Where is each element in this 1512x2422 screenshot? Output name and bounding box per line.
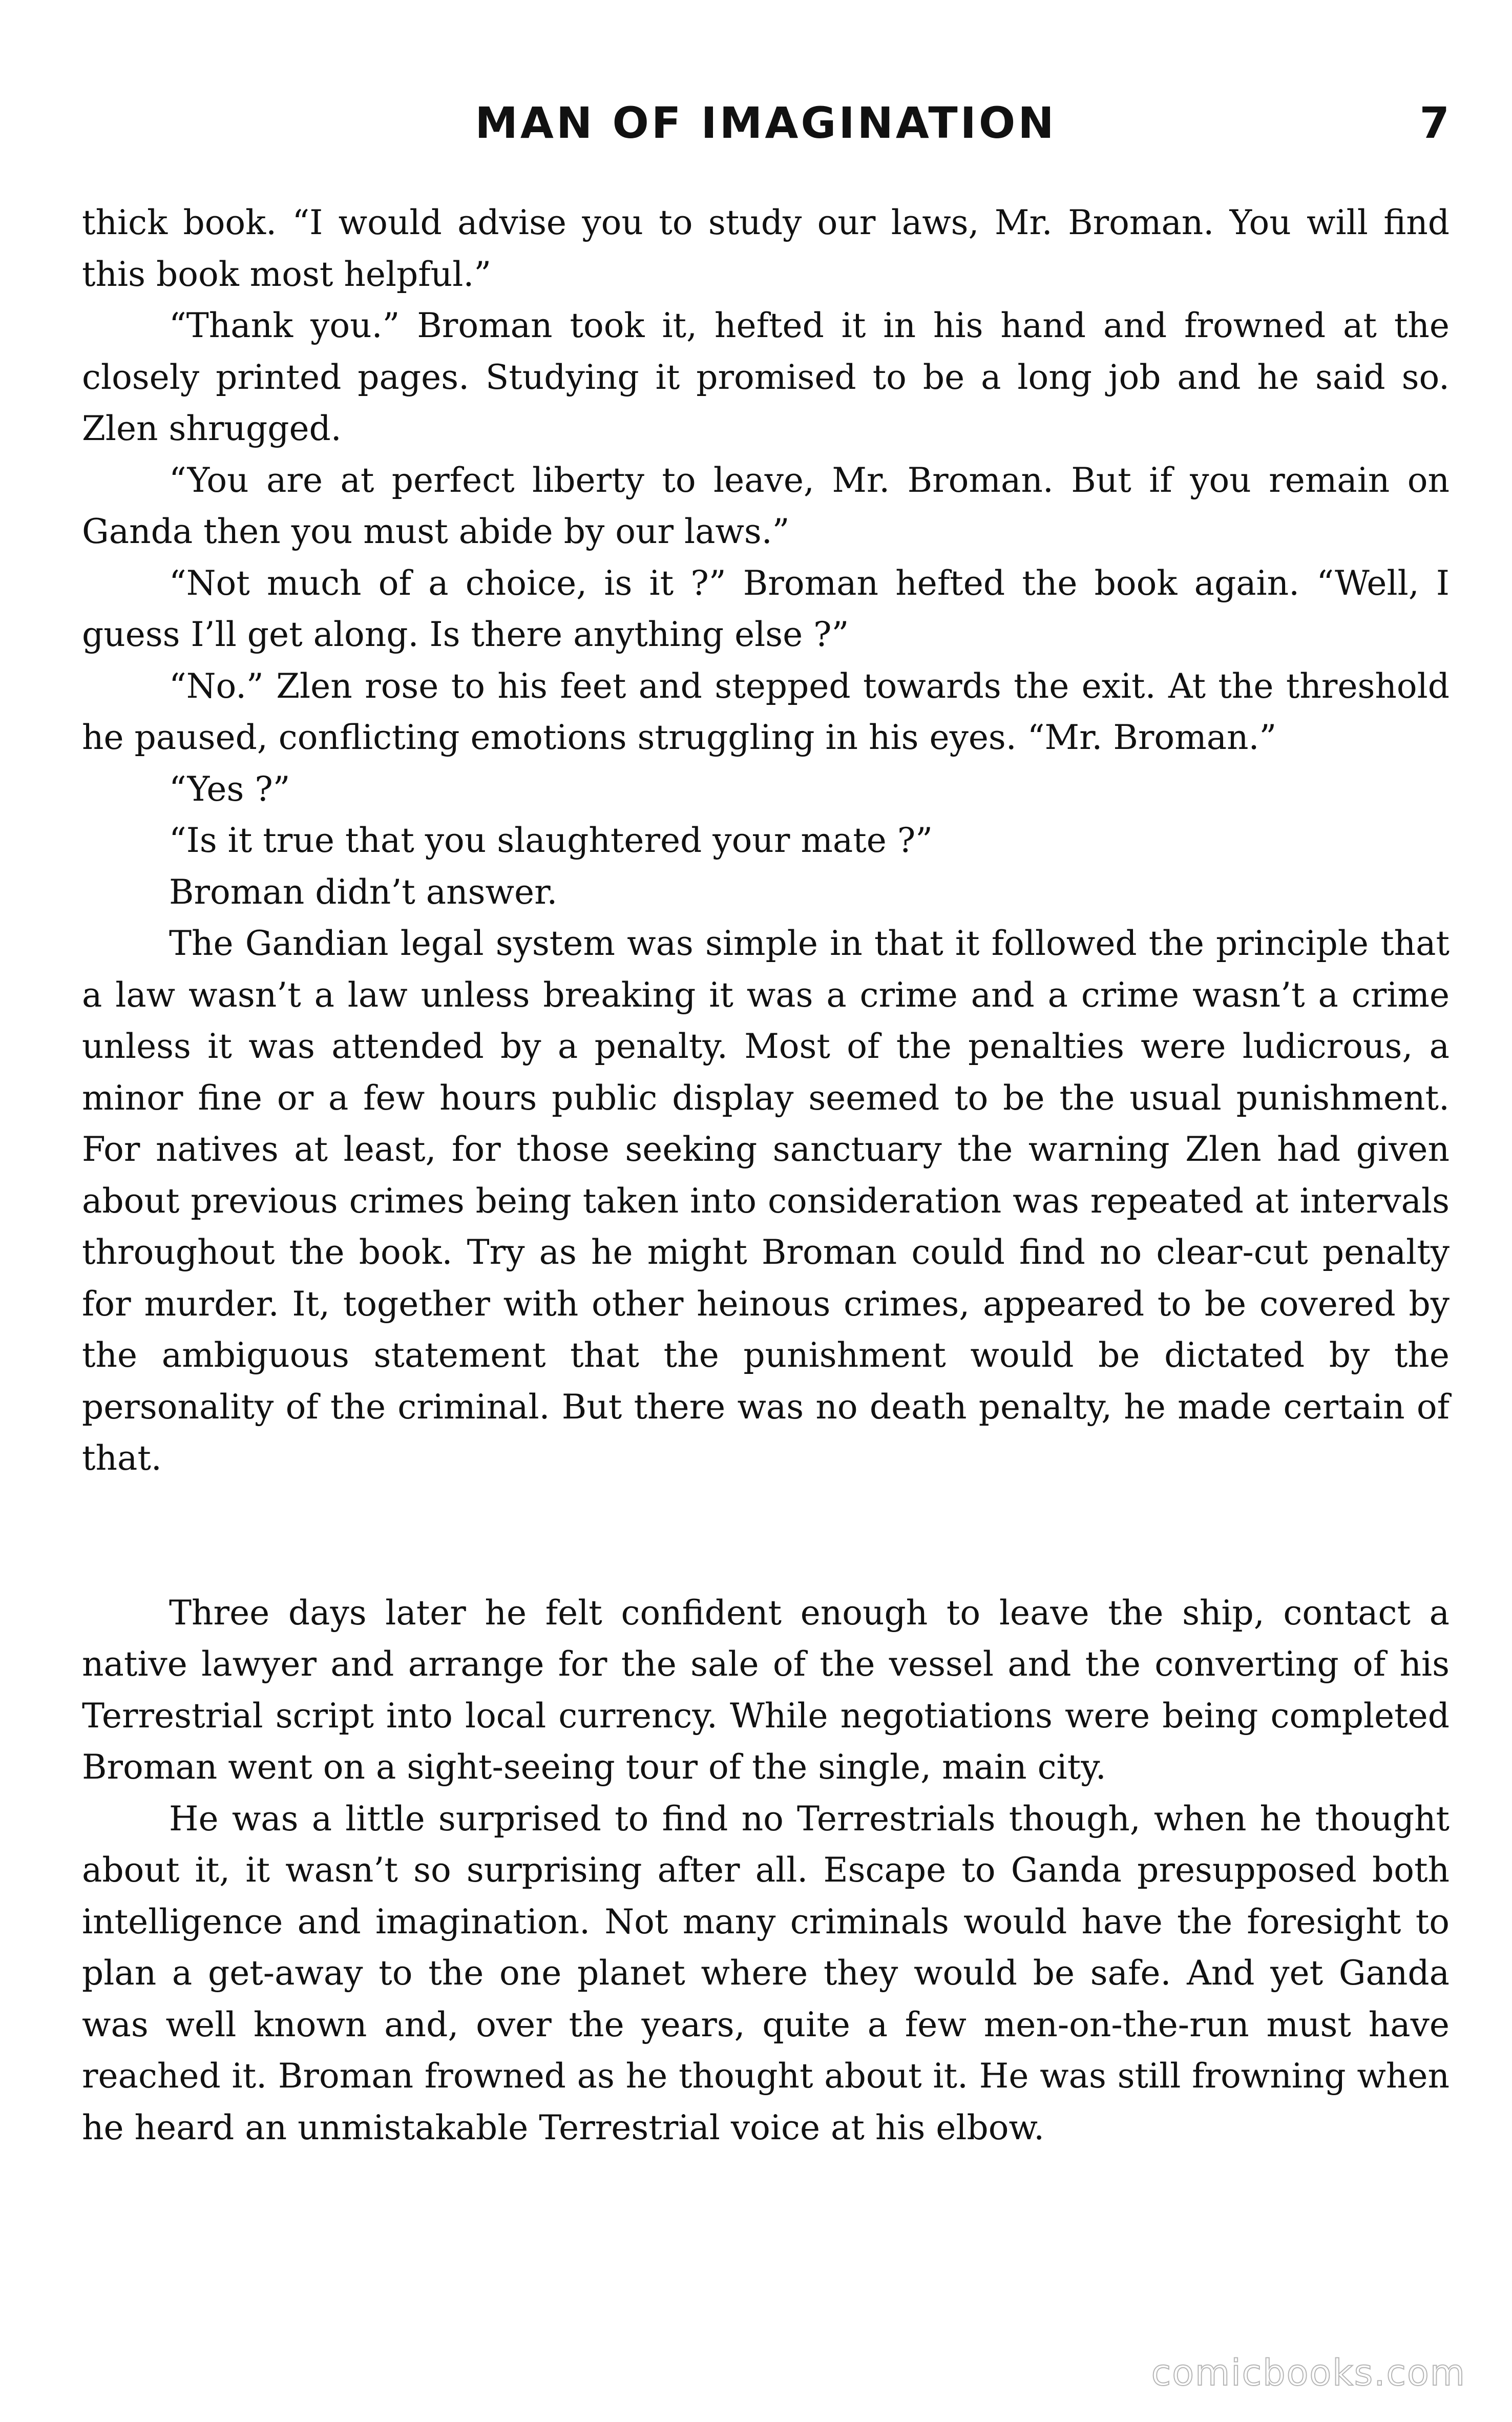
paragraph-9: The Gandian legal system was simple in that it followed the principle that a law wasn’t a law unless breaking it was a crime and a crime wasn’t a crime unless it was attended by a penalty. Most of the penalties were ludicrous, a minor fine or a few hours public display seemed to be the usual punishment. For natives at least, for those seeking sanctuary the warning Zlen had given about previous crimes being taken into consideration was repeated at intervals throughout the book. Try as he might Broman could find no clear-cut penalty for murder. It, together with other heinous crimes, appeared to be covered by the ambiguous statement that the punishment would be dictated by the personality of the criminal. But there was no death penalty, he made certain of that.	[82, 924, 1450, 1478]
paragraph-7: “Is it true that you slaughtered your mate ?”	[169, 821, 933, 860]
paragraph-5: “No.” Zlen rose to his feet and stepped towards the exit. At the threshold he paused, conflicting emotions struggling in his eyes. “Mr. Broman.”	[82, 666, 1450, 757]
paragraph-8: Broman didn’t answer.	[169, 872, 558, 912]
running-head	[82, 90, 1450, 156]
running-title: MAN OF IMAGINATION	[475, 98, 1057, 148]
paragraph-3: “You are at perfect liberty to leave, Mr. Broman. But if you remain on Ganda then you must abide by our laws.”	[82, 460, 1450, 551]
paragraph-4: “Not much of a choice, is it ?” Broman hefted the book again. “Well, I guess I’ll get along. Is there anything else ?”	[82, 563, 1450, 654]
paragraph-1: thick book. “I would advise you to study our laws, Mr. Broman. You will find this book most helpful.”	[82, 203, 1450, 294]
paragraph-10: Three days later he felt confident enough to leave the ship, contact a native lawyer and arrange for the sale of the vessel and the converting of his Terrestrial script into local currency. While negotiations were being completed Broman went on a sight-seeing tour of the single, main city.	[82, 1593, 1450, 1787]
page-number: 7	[1419, 98, 1450, 148]
paragraph-11: He was a little surprised to find no Terrestrials though, when he thought about it, it wasn’t so surprising after all. Escape to Ganda presupposed both intelligence and imagination. Not many criminals would have the foresight to plan a get-away to the one planet where they would be safe. And yet Ganda was well known and, over the years, quite a few men-on-the-run must have reached it. Broman frowned as he thought about it. He was still frowning when he heard an unmistakable Terrestrial voice at his elbow.	[82, 1799, 1450, 2147]
section-break	[82, 1485, 1450, 1588]
paragraph-2: “Thank you.” Broman took it, hefted it in his hand and frowned at the closely printed pages. Studying it promised to be a long job and he said so. Zlen shrugged.	[82, 306, 1450, 448]
body-text	[82, 197, 1450, 2154]
watermark-logo: comicbooks.com	[1151, 2352, 1466, 2394]
paragraph-6: “Yes ?”	[169, 769, 290, 809]
